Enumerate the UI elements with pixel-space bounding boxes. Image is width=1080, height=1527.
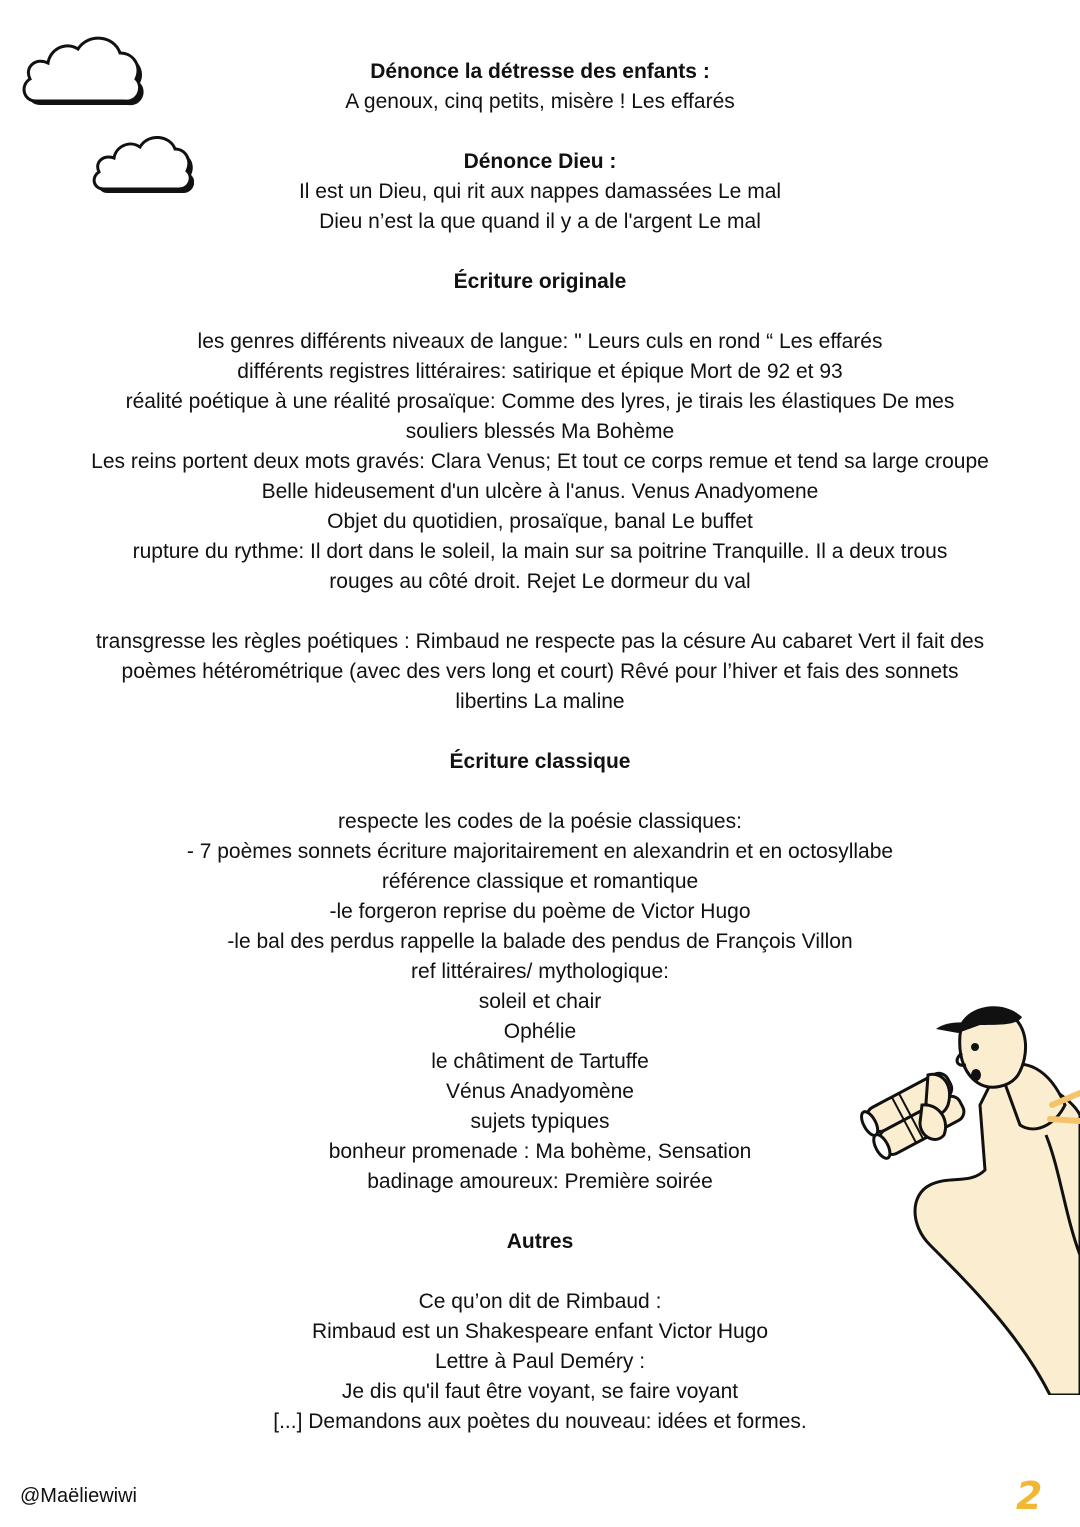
original-line: réalité poétique à une réalité prosaïque: Comme des lyres, je tirais les élastiques De mes	[125, 390, 955, 413]
children-text: A genoux, cinq petits, misère ! Les effarés	[345, 90, 735, 113]
god-line: Dieu n’est la que quand il y a de l'argent Le mal	[319, 210, 761, 233]
transgress-line: libertins La maline	[455, 690, 625, 713]
classic-line: - 7 poèmes sonnets écriture majoritairement en alexandrin et en octosyllabe	[186, 840, 894, 863]
classic-line: référence classique et romantique	[381, 870, 699, 893]
others-line: Ce qu’on dit de Rimbaud :	[418, 1290, 662, 1313]
classic-line: respecte les codes de la poésie classiques:	[338, 810, 742, 833]
others-line: [...] Demandons aux poètes du nouveau: idées et formes.	[273, 1410, 807, 1433]
classic-line: -le bal des perdus rappelle la balade des pendus de François Villon	[227, 930, 853, 953]
classic-line: le châtiment de Tartuffe	[431, 1050, 649, 1073]
original-line: souliers blessés Ma Bohème	[405, 420, 675, 443]
god-line: Il est un Dieu, qui rit aux nappes damassées Le mal	[298, 180, 782, 203]
original-line: Les reins portent deux mots gravés: Clara Venus; Et tout ce corps remue et tend sa large croupe	[91, 450, 989, 473]
classic-line: ref littéraires/ mythologique:	[411, 960, 669, 983]
original-line: rouges au côté droit. Rejet Le dormeur du val	[329, 570, 751, 593]
classic-line: sujets typiques	[470, 1110, 610, 1133]
others-line: Rimbaud est un Shakespeare enfant Victor Hugo	[311, 1320, 769, 1343]
original-line: Belle hideusement d'un ulcère à l'anus. Venus Anadyomene	[261, 480, 819, 503]
transgress-line: transgresse les règles poétiques : Rimbaud ne respecte pas la césure Au cabaret Vert il fait des	[95, 630, 985, 653]
heading-others: Autres	[506, 1230, 574, 1253]
original-line: Objet du quotidien, prosaïque, banal Le buffet	[327, 510, 753, 533]
heading-original: Écriture originale	[453, 270, 627, 293]
page-number: 2	[1016, 1474, 1043, 1518]
classic-line: Vénus Anadyomène	[446, 1080, 634, 1103]
others-line: Lettre à Paul Deméry :	[434, 1350, 646, 1373]
heading-children: Dénonce la détresse des enfants :	[370, 60, 710, 83]
transgress-line: poèmes hétérométrique (avec des vers long et court) Rêvé pour l’hiver et fais des sonnets	[121, 660, 959, 683]
original-line: les genres différents niveaux de langue: " Leurs culs en rond “ Les effarés	[197, 330, 883, 353]
original-line: rupture du rythme: Il dort dans le soleil, la main sur sa poitrine Tranquille. Il a deux trous	[132, 540, 948, 563]
others-line: Je dis qu'il faut être voyant, se faire voyant	[341, 1380, 739, 1403]
classic-line: Ophélie	[503, 1020, 577, 1043]
classic-line: bonheur promenade : Ma bohème, Sensation	[328, 1140, 752, 1163]
heading-god: Dénonce Dieu :	[463, 150, 617, 173]
classic-line: badinage amoureux: Première soirée	[367, 1170, 713, 1193]
author-handle: @Maëliewiwi	[20, 1485, 137, 1507]
classic-line: soleil et chair	[478, 990, 602, 1013]
original-line: différents registres littéraires: satirique et épique Mort de 92 et 93	[237, 360, 843, 383]
heading-classic: Écriture classique	[449, 750, 631, 773]
classic-line: -le forgeron reprise du poème de Victor Hugo	[329, 900, 751, 923]
person-with-binoculars-illustration	[850, 995, 1080, 1395]
